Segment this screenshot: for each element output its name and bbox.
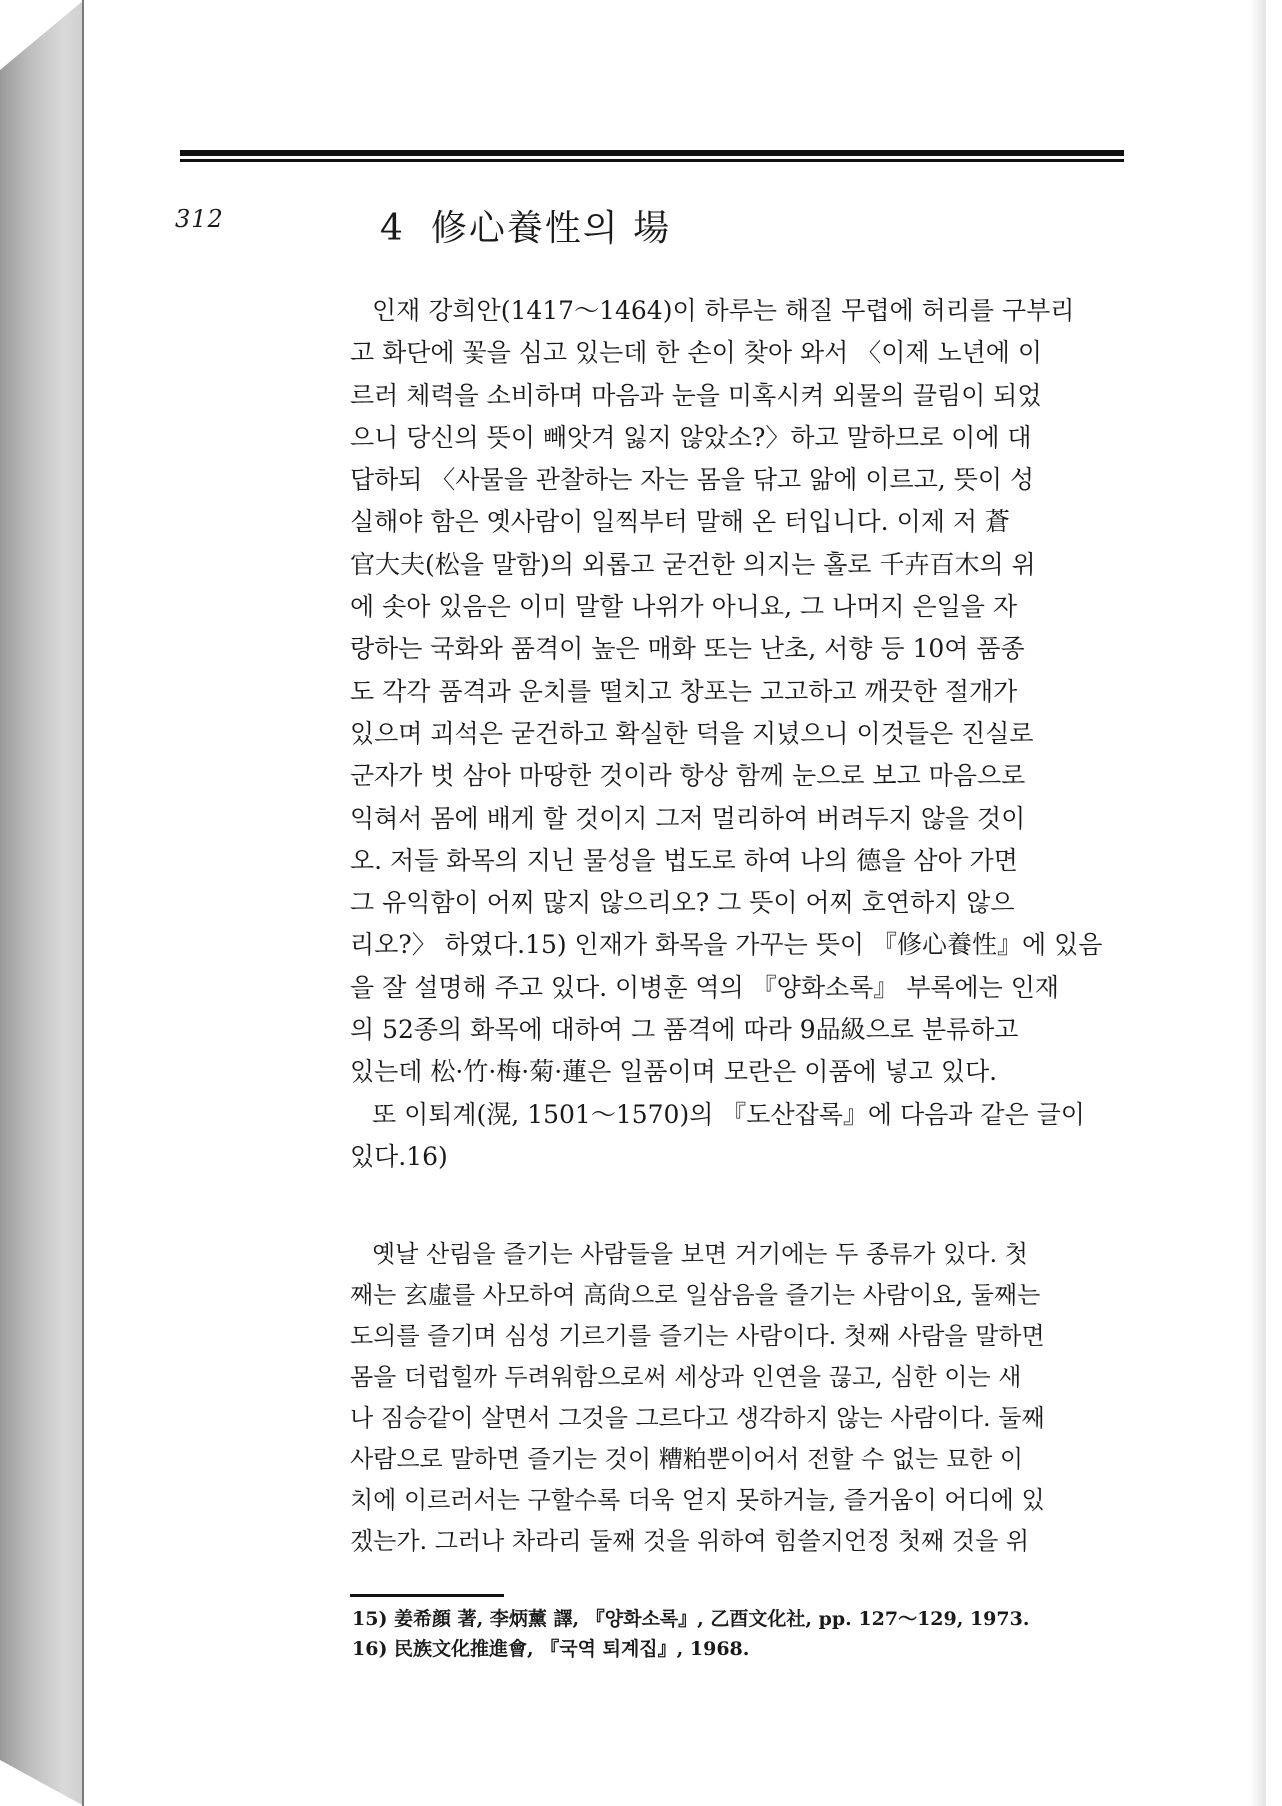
- page-shadow: [1250, 0, 1266, 1806]
- body-line: 리오?〉 하였다.15) 인재가 화목을 가꾸는 뜻이 『修心養性』에 있음: [350, 930, 1103, 960]
- quote-line: 겠는가. 그러나 차라리 둘째 것을 위하여 힘쓸지언정 첫째 것을 위: [350, 1527, 1030, 1555]
- body-line: 답하되 〈사물을 관찰하는 자는 몸을 닦고 앎에 이르고, 뜻이 성: [350, 465, 1035, 495]
- body-line: 르러 체력을 소비하며 마음과 눈을 미혹시켜 외물의 끌림이 되었: [350, 380, 1042, 410]
- quote-line: 도의를 즐기며 심성 기르기를 즐기는 사람이다. 첫째 사람을 말하면: [350, 1322, 1045, 1350]
- body-line: 고 화단에 꽃을 심고 있는데 한 손이 찾아 와서 〈이제 노년에 이: [350, 338, 1043, 368]
- block-quote: [350, 1234, 1120, 1562]
- body-line: 인재 강희안(1417～1464)이 하루는 해질 무렵에 허리를 구부리: [372, 296, 1075, 325]
- section-title: 修心養性의 場: [430, 208, 672, 249]
- body-line: 으니 당신의 뜻이 빼앗겨 잃지 않았소?〉하고 말하므로 이에 대: [350, 422, 1032, 452]
- body-line: 익혀서 몸에 배게 할 것이지 그저 멀리하여 버려두지 않을 것이: [350, 803, 1026, 833]
- header-rule: [180, 150, 1124, 162]
- header-rule-thin: [180, 159, 1124, 162]
- body-line: 오. 저들 화목의 지닌 물성을 법도로 하여 나의 德을 삼아 가면: [350, 845, 1018, 875]
- body-line: 도 각각 품격과 운치를 떨치고 창포는 고고하고 깨끗한 절개가: [350, 676, 1018, 706]
- quote-line: 나 짐승같이 살면서 그것을 그르다고 생각하지 않는 사람이다. 둘째: [350, 1404, 1045, 1432]
- book-edge: [0, 0, 84, 1806]
- footnote-rule: [350, 1594, 504, 1597]
- body-line: 랑하는 국화와 품격이 높은 매화 또는 난초, 서향 등 10여 품종: [350, 634, 1025, 664]
- quote-line: 사람으로 말하면 즐기는 것이 糟粕뿐이어서 전할 수 없는 묘한 이: [350, 1445, 1024, 1473]
- body-line: 실해야 함은 옛사람이 일찍부터 말해 온 터입니다. 이제 저 蒼: [350, 507, 1010, 537]
- footnote: 16) 民族文化推進會, 『국역 퇴계집』, 1968.: [352, 1638, 750, 1660]
- header-rule-thick: [180, 150, 1124, 156]
- quote-line: 몸을 더럽힐까 두려워함으로써 세상과 인연을 끊고, 심한 이는 새: [350, 1363, 1022, 1391]
- quote-line: 째는 玄虛를 사모하여 高尙으로 일삼음을 즐기는 사람이요, 둘째는: [350, 1281, 1041, 1309]
- body-line: 의 52종의 화목에 대하여 그 품격에 따라 9品級으로 분류하고: [350, 1015, 1019, 1045]
- section-heading: [380, 200, 671, 251]
- footnote: 15) 姜希顔 著, 李炳薰 譯, 『양화소록』, 乙酉文化社, pp. 127～129, 1973.: [352, 1608, 1030, 1630]
- body-line: 군자가 벗 삼아 마땅한 것이라 항상 함께 눈으로 보고 마음으로: [350, 761, 1026, 791]
- quote-line: 옛날 산림을 즐기는 사람들을 보면 거기에는 두 종류가 있다. 첫: [372, 1240, 1028, 1268]
- body-line: 을 잘 설명해 주고 있다. 이병훈 역의 『양화소록』 부록에는 인재: [350, 972, 1060, 1002]
- page-number: 312: [175, 205, 224, 233]
- body-line: 또 이퇴계(滉, 1501～1570)의 『도산잡록』에 다음과 같은 글이: [372, 1099, 1085, 1129]
- body-line: 있는데 松·竹·梅·菊·蓮은 일품이며 모란은 이품에 넣고 있다.: [350, 1057, 998, 1087]
- body-line: 그 유익함이 어찌 많지 않으리오? 그 뜻이 어찌 호연하지 않으: [350, 888, 1015, 918]
- quote-line: 치에 이르러서는 구할수록 더욱 얻지 못하거늘, 즐거움이 어디에 있: [350, 1486, 1045, 1514]
- body-paragraphs: [350, 290, 1120, 1178]
- body-line: 있다.16): [350, 1141, 448, 1171]
- body-line: 官大夫(松을 말함)의 외롭고 굳건한 의지는 홀로 千卉百木의 위: [350, 549, 1036, 579]
- section-number: 4: [380, 208, 405, 249]
- footnotes: [352, 1604, 1122, 1664]
- body-line: 에 솟아 있음은 이미 말할 나위가 아니요, 그 나머지 은일을 자: [350, 592, 1018, 622]
- body-line: 있으며 괴석은 굳건하고 확실한 덕을 지녔으니 이것들은 진실로: [350, 718, 1034, 748]
